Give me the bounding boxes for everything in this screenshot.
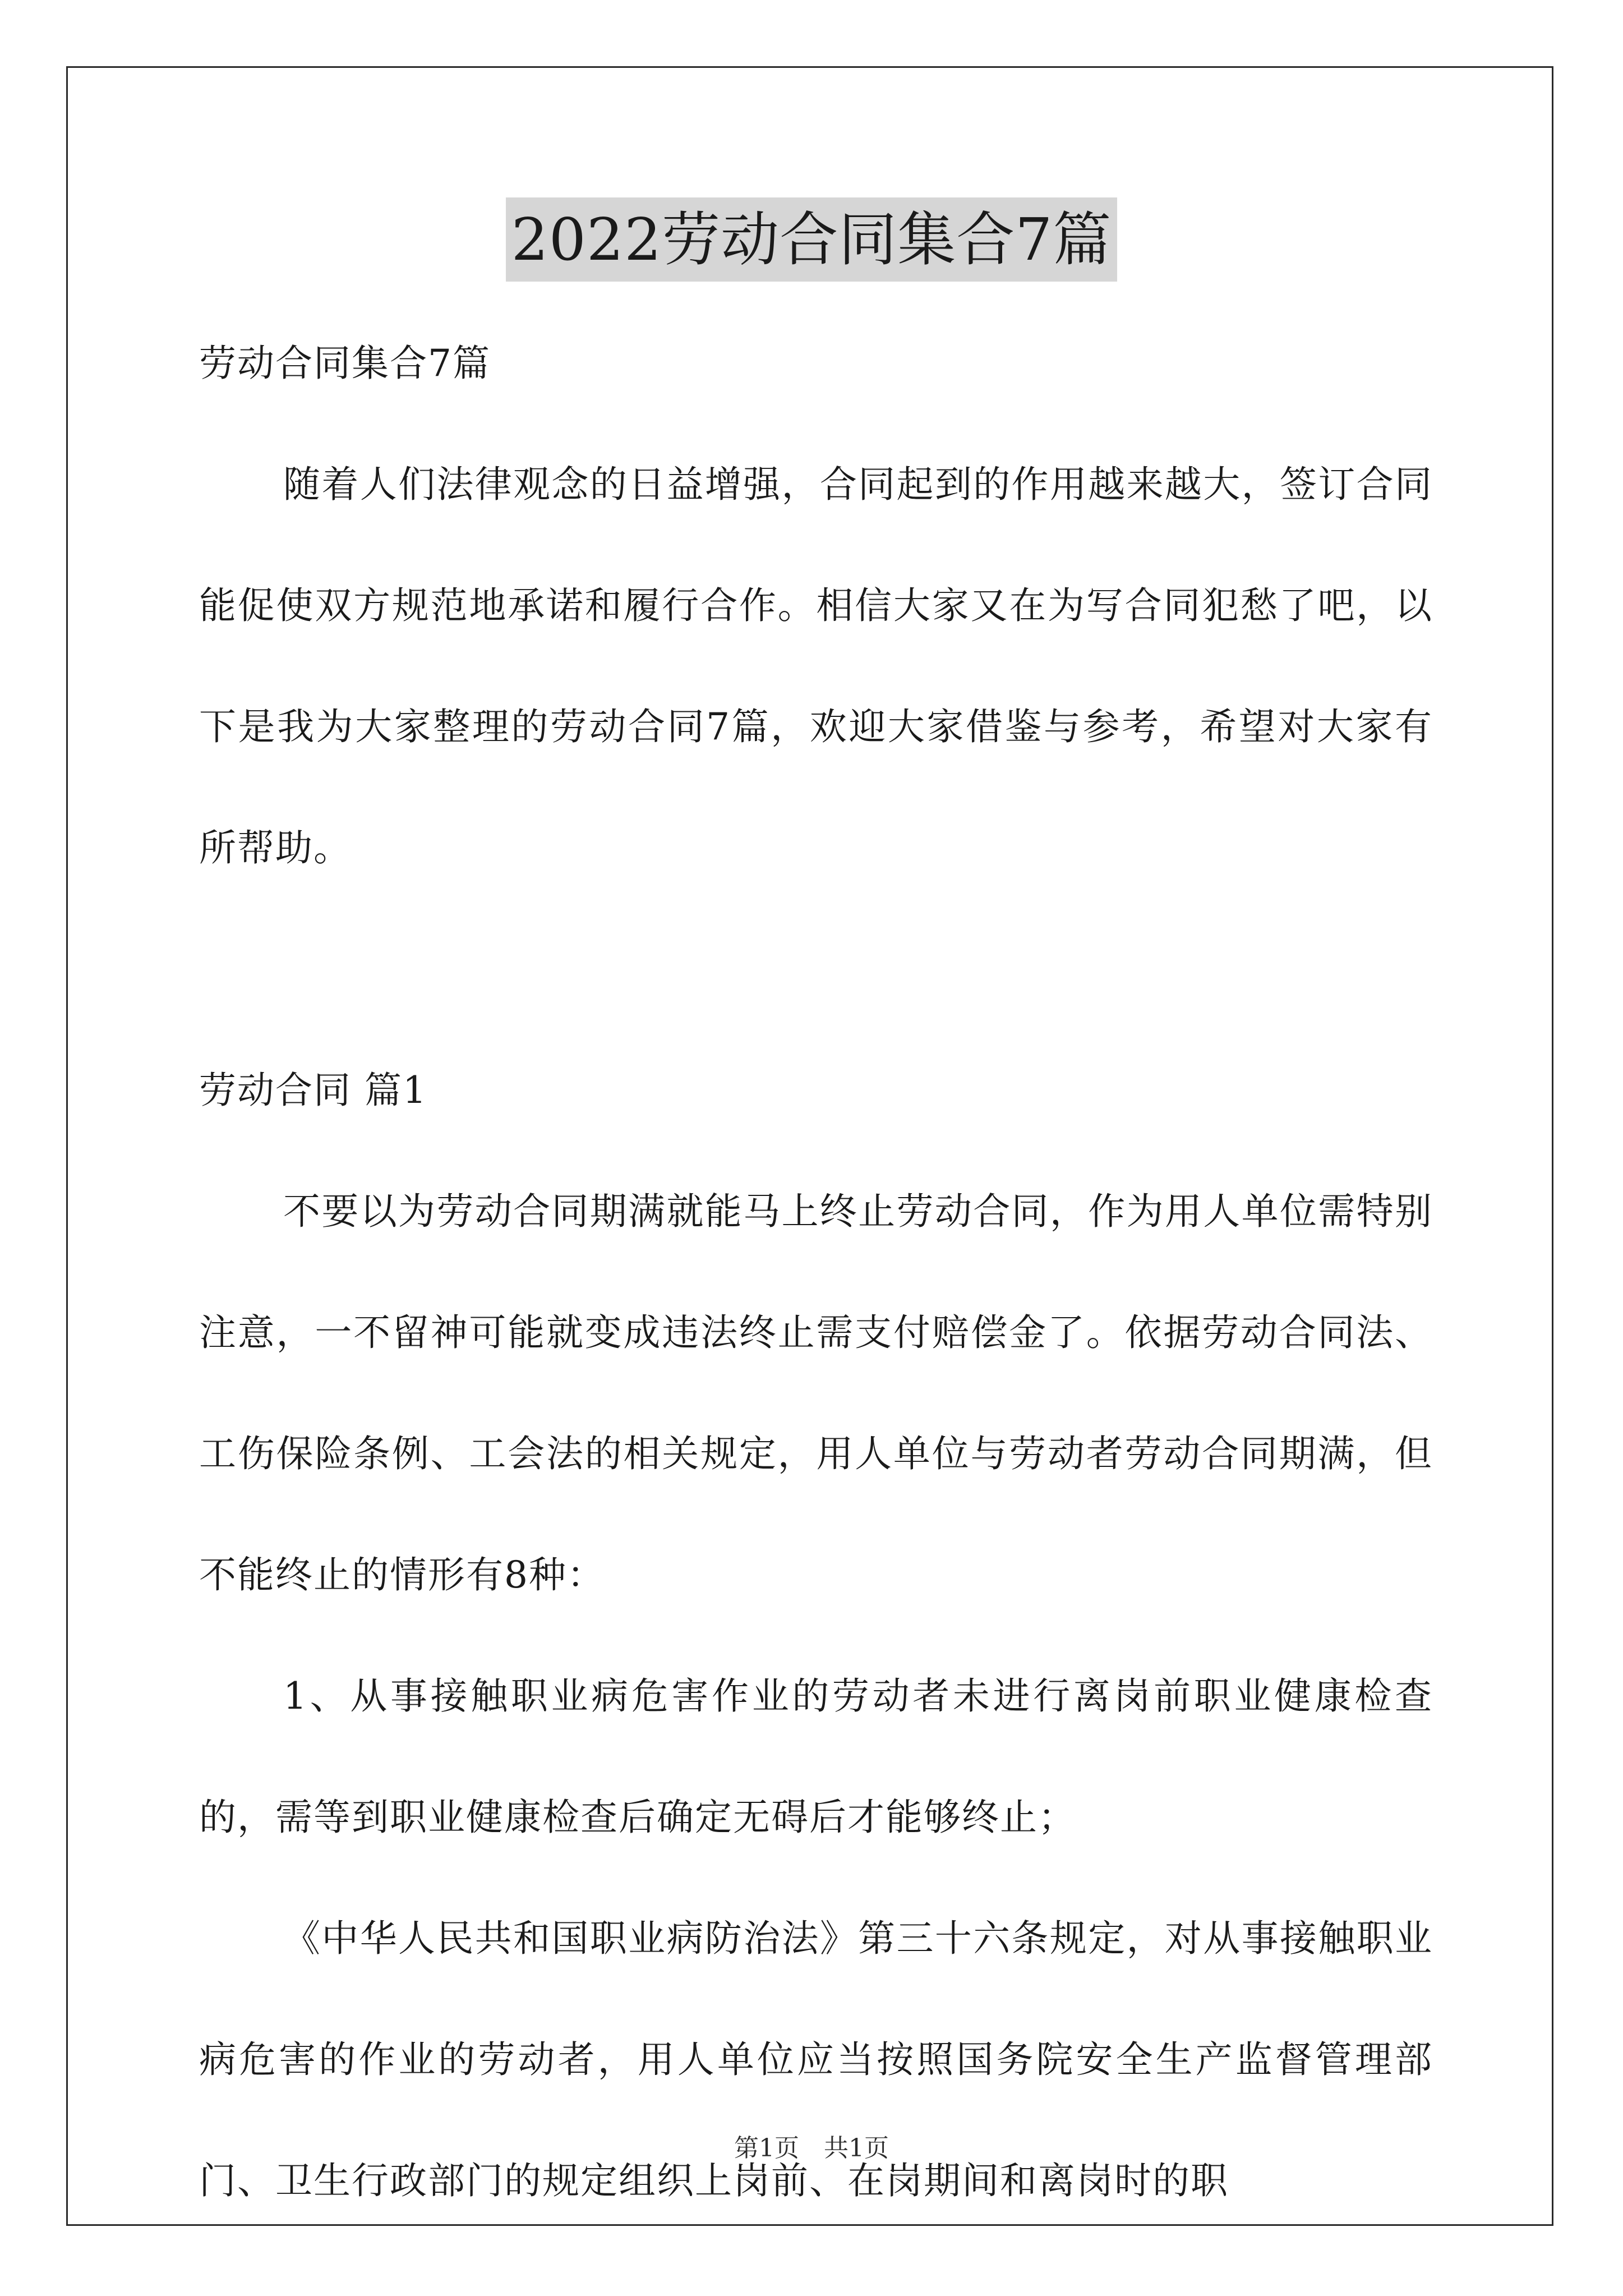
body-paragraph: 《中华人民共和国职业病防治法》第三十六条规定，对从事接触职业病危害的作业的劳动者，用人单位应当按照国务院安全生产监督管理部门、卫生行政部门的规定组织上岗前、在岗期间和离岗时的职 (199, 1917, 1433, 2202)
page-footer (0, 2132, 1623, 2165)
section-heading: 劳动合同 篇1 (199, 1069, 427, 1112)
document-subtitle: 劳动合同集合7篇 (199, 342, 491, 385)
page-number: 第1页 共1页 (734, 2134, 889, 2162)
title-container (0, 197, 1623, 282)
document-title: 2022劳动合同集合7篇 (506, 197, 1118, 282)
body-paragraph: 不要以为劳动合同期满就能马上终止劳动合同，作为用人单位需特别注意，一不留神可能就变成违法终止需支付赔偿金了。依据劳动合同法、工伤保险条例、工会法的相关规定，用人单位与劳动者劳动合同期满，但不能终止的情形有8种： (199, 1190, 1433, 1596)
intro-paragraph: 随着人们法律观念的日益增强，合同起到的作用越来越大，签订合同能促使双方规范地承诺和履行合作。相信大家又在为写合同犯愁了吧，以下是我为大家整理的劳动合同7篇，欢迎大家借鉴与参考，希望对大家有所帮助。 (199, 463, 1433, 869)
body-paragraph: 1、从事接触职业病危害作业的劳动者未进行离岗前职业健康检查的，需等到职业健康检查后确定无碍后才能够终止； (199, 1674, 1433, 1839)
document-body (199, 303, 1433, 2242)
